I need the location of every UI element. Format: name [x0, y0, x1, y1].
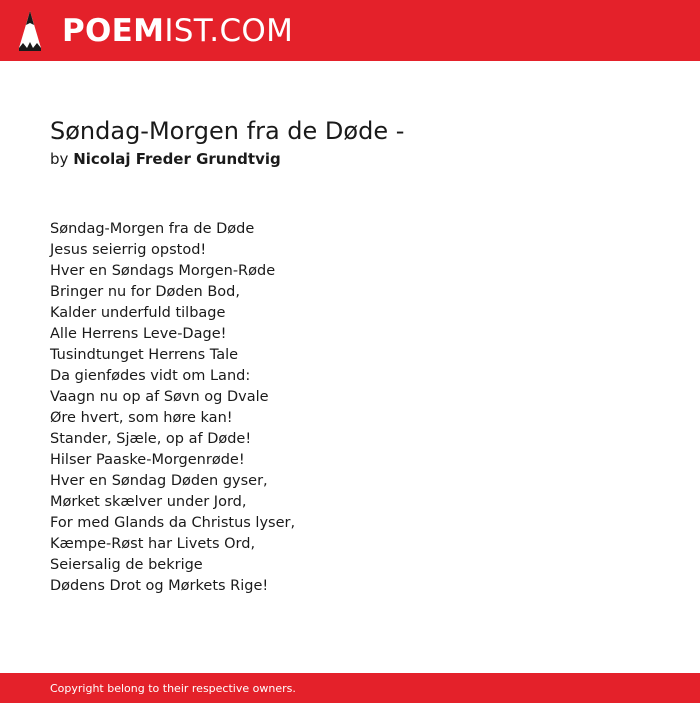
- poem-line: Øre hvert, som høre kan!: [50, 410, 233, 426]
- poem-line: Bringer nu for Døden Bod,: [50, 284, 240, 300]
- poem-line: Stander, Sjæle, op af Døde!: [50, 431, 252, 447]
- byline: [50, 148, 281, 170]
- logo-bold-text: POEM: [62, 13, 165, 49]
- by-label: by: [50, 150, 69, 168]
- poem-title: Søndag-Morgen fra de Døde -: [50, 117, 405, 145]
- poem-line: Hver en Søndags Morgen-Røde: [50, 263, 276, 279]
- poem-line: Kæmpe-Røst har Livets Ord,: [50, 536, 256, 552]
- poem-line: Da gienfødes vidt om Land:: [50, 368, 251, 384]
- site-header: [0, 0, 700, 61]
- poem-line: Vaagn nu op af Søvn og Dvale: [50, 389, 269, 405]
- poem-line: Dødens Drot og Mørkets Rige!: [50, 578, 269, 594]
- poem-line: Alle Herrens Leve-Dage!: [50, 326, 227, 342]
- poem-body: [50, 219, 295, 597]
- pencil-tip-icon[interactable]: [18, 10, 42, 52]
- poem-line: Søndag-Morgen fra de Døde: [50, 221, 255, 237]
- poem-line: Tusindtunget Herrens Tale: [50, 347, 239, 363]
- site-logo[interactable]: [62, 11, 293, 51]
- poem-line: Kalder underfuld tilbage: [50, 305, 226, 321]
- logo-light-text: IST.COM: [164, 13, 294, 49]
- poem-line: Hver en Søndag Døden gyser,: [50, 473, 268, 489]
- site-footer: [0, 673, 700, 703]
- poem-line: Jesus seierrig opstod!: [50, 242, 207, 258]
- copyright-text: Copyright belong to their respective owners.: [50, 682, 296, 695]
- poem-line: Hilser Paaske-Morgenrøde!: [50, 452, 245, 468]
- poem-line: Mørket skælver under Jord,: [50, 494, 247, 510]
- poem-line: Seiersalig de bekrige: [50, 557, 203, 573]
- poem-line: For med Glands da Christus lyser,: [50, 515, 296, 531]
- author-name: Nicolaj Freder Grundtvig: [73, 150, 281, 168]
